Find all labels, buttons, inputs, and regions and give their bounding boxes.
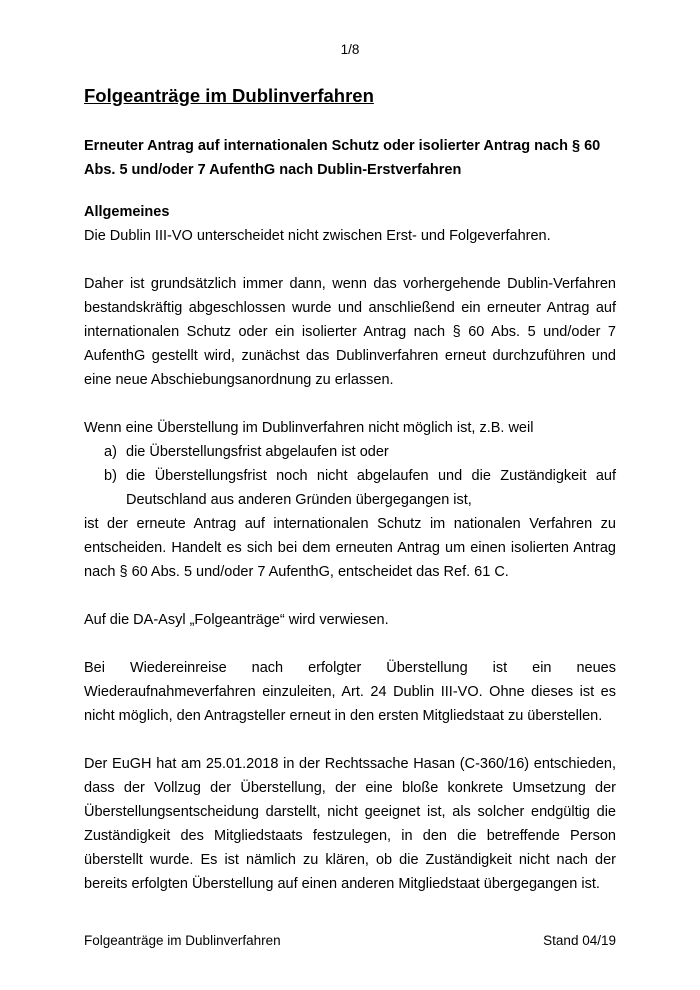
document-subtitle: Erneuter Antrag auf internationalen Schutz oder isolierter Antrag nach § 60 Abs. 5 und/oder 7 AufenthG nach Dublin-Erstverfahren: [84, 138, 601, 178]
paragraph-3-intro: Wenn eine Überstellung im Dublinverfahren nicht möglich ist, z.B. weil: [84, 420, 534, 436]
paragraph-5: Bei Wiedereinreise nach erfolgter Überstellung ist ein neues Wiederaufnahmeverfahren einzuleiten, Art. 24 Dublin III-VO. Ohne dieses ist es nicht möglich, den Antragsteller erneut in den ersten Mitgliedstaat zu überstellen.: [84, 660, 616, 724]
page-number: 1/8: [340, 42, 360, 57]
list-item: [84, 440, 616, 464]
footer-title: Folgeanträge im Dublinverfahren: [84, 933, 281, 948]
list-marker: b): [104, 468, 117, 484]
list-item: [84, 464, 616, 512]
paragraph-3-outro: ist der erneute Antrag auf internationalen Schutz im nationalen Verfahren zu entscheiden. Handelt es sich bei dem erneuten Antrag um einen isolierten Antrag nach § 60 Abs. 5 und/oder 7 AufenthG, entscheidet das Ref. 61 C.: [84, 516, 616, 580]
list-item-text: die Überstellungsfrist abgelaufen ist oder: [126, 444, 389, 460]
paragraph-4: Auf die DA-Asyl „Folgeanträge“ wird verwiesen.: [84, 612, 389, 628]
document-title: Folgeanträge im Dublinverfahren: [84, 85, 374, 106]
section-heading-allgemeines: Allgemeines: [84, 204, 170, 220]
footer-version: Stand 04/19: [543, 933, 616, 948]
paragraph-1: Die Dublin III-VO unterscheidet nicht zwischen Erst- und Folgeverfahren.: [84, 228, 551, 244]
page-footer: [84, 933, 616, 948]
reason-list: [84, 440, 616, 512]
list-item-text: die Überstellungsfrist noch nicht abgelaufen und die Zuständigkeit auf Deutschland aus anderen Gründen übergegangen ist,: [126, 468, 616, 508]
list-marker: a): [104, 444, 117, 460]
document-body: [84, 84, 616, 896]
paragraph-2: Daher ist grundsätzlich immer dann, wenn das vorhergehende Dublin-Verfahren bestandskräftig abgeschlossen wurde und anschließend ein erneuter Antrag auf internationalen Schutz oder ein isolierter Antrag nach § 60 Abs. 5 und/oder 7 AufenthG gestellt wird, zunächst das Dublinverfahren erneut durchzuführen und eine neue Abschiebungsanordnung zu erlassen.: [84, 276, 616, 388]
paragraph-6: Der EuGH hat am 25.01.2018 in der Rechtssache Hasan (C-360/16) entschieden, dass der Vollzug der Überstellung, der eine bloße konkrete Umsetzung der Überstellungsentscheidung darstellt, nicht geeignet ist, als solcher endgültig die Zuständigkeit des Mitgliedstaats festzulegen, in den die betreffende Person überstellt wurde. Es ist nämlich zu klären, ob die Zuständigkeit nicht nach der bereits erfolgten Überstellung auf einen anderen Mitgliedstaat übergegangen ist.: [84, 756, 616, 892]
